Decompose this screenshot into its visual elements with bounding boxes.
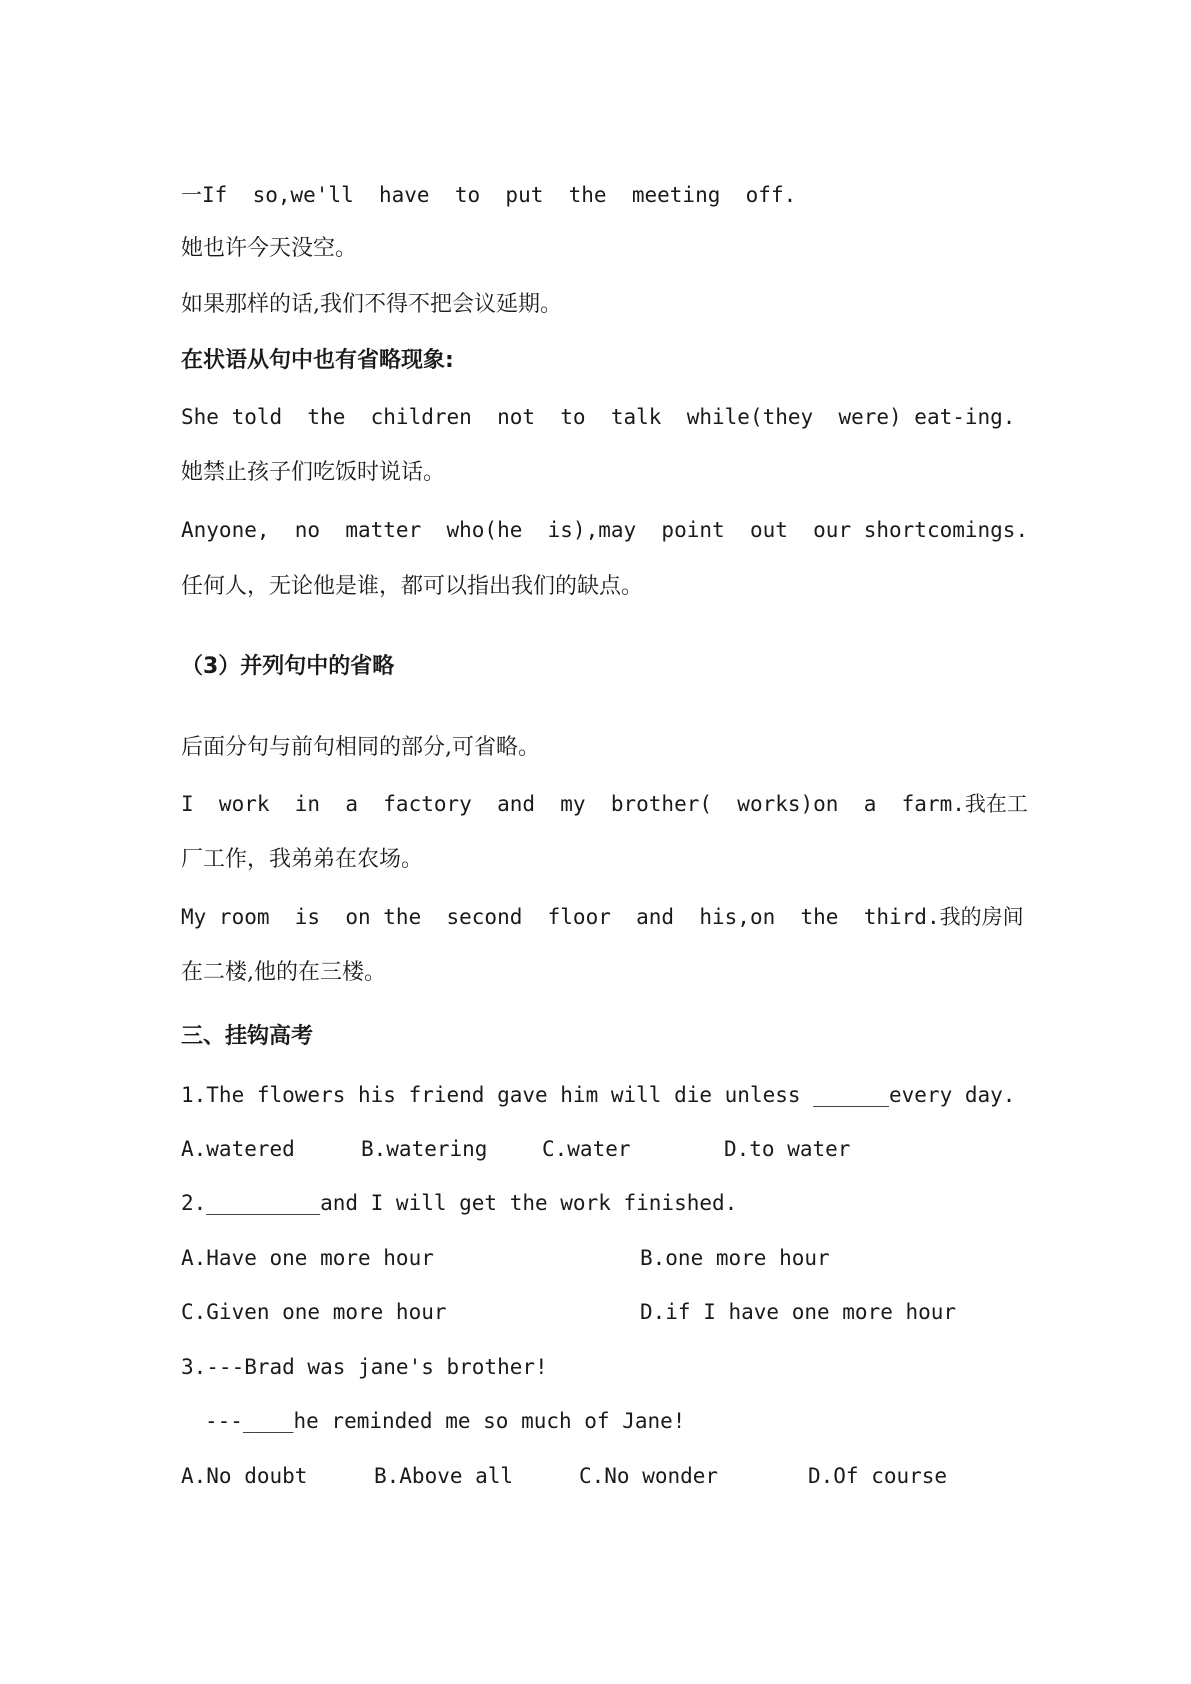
option-d: D.if I have one more hour	[640, 1300, 957, 1324]
option-c: C.water	[542, 1137, 631, 1161]
option-a: A.watered	[181, 1137, 295, 1161]
option-a: A.No doubt	[181, 1464, 308, 1488]
text-line: 后面分句与前句相同的部分,可省略。	[181, 735, 540, 760]
text-line: I work in a factory and my brother( works)on a farm.我在工	[181, 792, 1028, 816]
text-line: She told the children not to talk while(they were) eat-ing.	[181, 405, 1016, 429]
text-line: 在二楼,他的在三楼。	[181, 960, 386, 985]
text-line: 任何人，无论他是谁，都可以指出我们的缺点。	[181, 574, 644, 599]
option-d: D.Of course	[808, 1464, 948, 1488]
option-b: B.Above all	[374, 1464, 514, 1488]
option-c: C.Given one more hour	[181, 1300, 447, 1324]
option-c: C.No wonder	[579, 1464, 719, 1488]
option-d: D.to water	[724, 1137, 851, 1161]
text-line: Anyone, no matter who(he is),may point out our shortcomings.	[181, 518, 1029, 542]
option-b: B.watering	[361, 1137, 488, 1161]
option-a: A.Have one more hour	[181, 1246, 434, 1270]
question-stem-reply: ---____he reminded me so much of Jane!	[205, 1409, 686, 1433]
text-line: My room is on the second floor and his,on the third.我的房间	[181, 905, 1024, 929]
question-stem: 1.The flowers his friend gave him will die unless ______every day.	[181, 1083, 1016, 1107]
option-b: B.one more hour	[640, 1246, 830, 1270]
text-line: 她也许今天没空。	[181, 236, 358, 261]
section-heading: （3）并列句中的省略	[181, 654, 395, 679]
section-heading: 在状语从句中也有省略现象:	[181, 348, 454, 373]
question-stem: 3.---Brad was jane's brother!	[181, 1355, 548, 1379]
question-stem: 2._________and I will get the work finished.	[181, 1191, 738, 1215]
text-line: 她禁止孩子们吃饭时说话。	[181, 460, 446, 485]
section-heading: 三、挂钩高考	[181, 1024, 314, 1049]
text-line: 如果那样的话,我们不得不把会议延期。	[181, 292, 562, 317]
text-line: 一If so,we'll have to put the meeting off.	[181, 183, 797, 207]
text-line: 厂工作，我弟弟在农场。	[181, 847, 424, 872]
